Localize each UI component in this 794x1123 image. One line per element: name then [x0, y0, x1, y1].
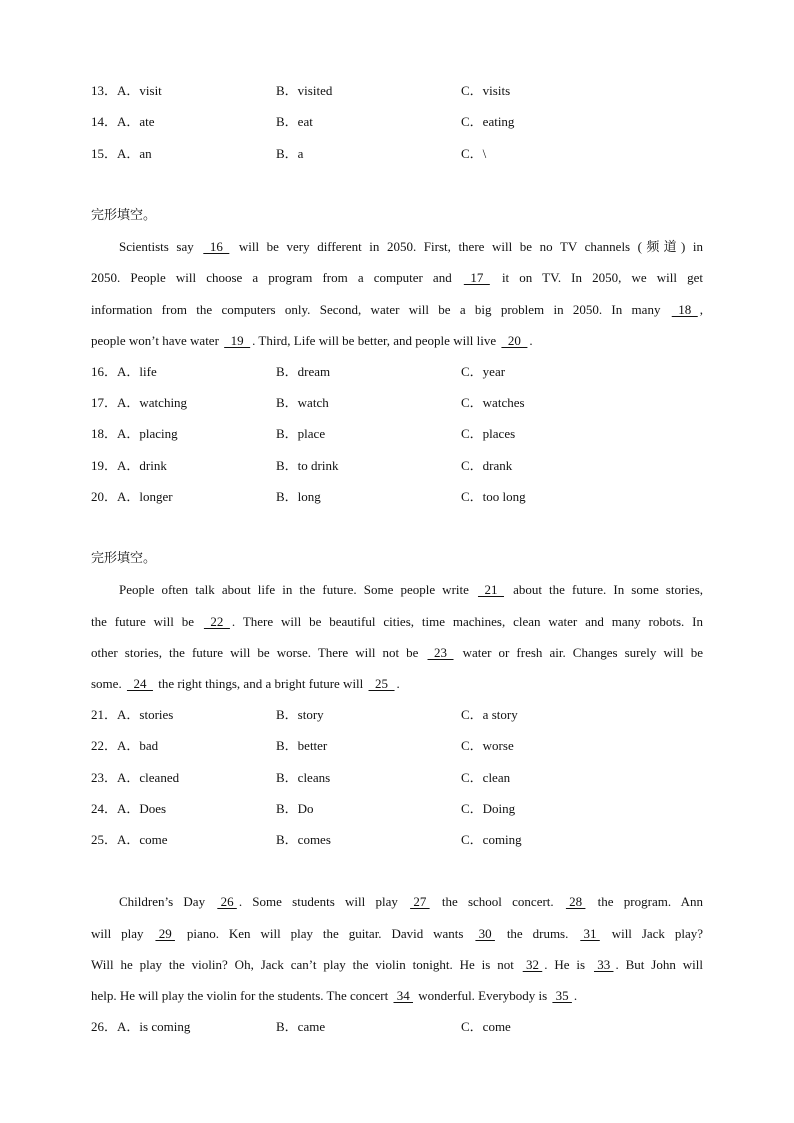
- option-c: C．drank: [461, 458, 513, 473]
- passage-line: help. He will play the violin for the students. The concert 34 wonderful. Everybody is 35 .: [91, 986, 703, 1006]
- blank-32: 32: [522, 957, 543, 972]
- question-21: [91, 705, 711, 725]
- option-b: B．comes: [276, 832, 331, 847]
- blank-24: 24: [126, 676, 153, 691]
- option-b: B．dream: [276, 364, 331, 379]
- option-a: 25．A．come: [91, 832, 168, 847]
- option-b: B．cleans: [276, 770, 331, 785]
- blank-30: 30: [475, 926, 495, 941]
- blank-28: 28: [565, 894, 586, 909]
- option-a: 17．A．watching: [91, 395, 188, 410]
- section-heading: 完形填空。: [91, 551, 157, 566]
- option-a: 16．A．life: [91, 364, 157, 379]
- blank-21: 21: [477, 582, 504, 597]
- passage-line: information from the computers only. Second, water will be a big problem in 2050. In many 18 ,: [91, 300, 703, 320]
- question-13: [91, 81, 711, 101]
- passage-line: some. 24 the right things, and a bright future will 25 .: [91, 674, 703, 694]
- option-b: B．eat: [276, 114, 313, 129]
- option-b: B．came: [276, 1019, 326, 1034]
- option-a: 13．A．visit: [91, 83, 162, 98]
- option-a: 21．A．stories: [91, 707, 174, 722]
- passage-line: Children’s Day 26 . Some students will play 27 the school concert. 28 the program. Ann: [91, 892, 703, 912]
- option-b: B．visited: [276, 83, 333, 98]
- option-a: 23．A．cleaned: [91, 770, 180, 785]
- blank-25: 25: [368, 676, 395, 691]
- blank-23: 23: [427, 645, 454, 660]
- blank-16: 16: [203, 239, 230, 254]
- option-c: C．worse: [461, 738, 514, 753]
- option-a: 22．A．bad: [91, 738, 159, 753]
- option-b: B．watch: [276, 395, 329, 410]
- option-c: C．eating: [461, 114, 515, 129]
- question-19: [91, 456, 711, 476]
- option-c: C．a story: [461, 707, 518, 722]
- option-c: C．coming: [461, 832, 522, 847]
- option-c: C．visits: [461, 83, 511, 98]
- blank-27: 27: [410, 894, 430, 909]
- option-c: C．watches: [461, 395, 525, 410]
- question-26: [91, 1017, 711, 1037]
- passage-line: 2050. People will choose a program from a computer and 17 it on TV. In 2050, we will get: [91, 268, 703, 288]
- question-18: [91, 424, 711, 444]
- passage-line: people won’t have water 19 . Third, Life will be better, and people will live 20 .: [91, 331, 703, 351]
- blank-18: 18: [671, 302, 698, 317]
- blank-31: 31: [580, 926, 600, 941]
- question-20: [91, 487, 711, 507]
- blank-20: 20: [501, 333, 528, 348]
- blank-29: 29: [155, 926, 175, 941]
- passage-line: People often talk about life in the future. Some people write 21 about the future. In some stories,: [91, 580, 703, 600]
- option-a: 19．A．drink: [91, 458, 167, 473]
- option-b: B．story: [276, 707, 324, 722]
- section-heading: 完形填空。: [91, 208, 157, 223]
- passage-line: Scientists say 16 will be very different in 2050. First, there will be no TV channels (频道) in: [91, 237, 703, 257]
- option-c: C．too long: [461, 489, 526, 504]
- option-c: C．year: [461, 364, 506, 379]
- option-c: C．come: [461, 1019, 511, 1034]
- blank-33: 33: [593, 957, 614, 972]
- question-15: [91, 144, 711, 164]
- blank-26: 26: [217, 894, 237, 909]
- option-c: C．clean: [461, 770, 511, 785]
- option-b: B．Do: [276, 801, 314, 816]
- blank-34: 34: [393, 988, 413, 1003]
- option-a: 14．A．ate: [91, 114, 155, 129]
- question-22: [91, 736, 711, 756]
- blank-17: 17: [463, 270, 490, 285]
- option-b: B．long: [276, 489, 321, 504]
- option-c: C．Doing: [461, 801, 516, 816]
- option-a: 15．A．an: [91, 146, 152, 161]
- passage-line: other stories, the future will be worse. There will not be 23 water or fresh air. Changes surely will be: [91, 643, 703, 663]
- blank-19: 19: [224, 333, 251, 348]
- option-b: B．a: [276, 146, 304, 161]
- option-c: C．\: [461, 146, 487, 161]
- blank-22: 22: [203, 614, 230, 629]
- option-b: B．to drink: [276, 458, 339, 473]
- question-16: [91, 362, 711, 382]
- blank-35: 35: [552, 988, 572, 1003]
- question-25: [91, 830, 711, 850]
- option-c: C．places: [461, 426, 516, 441]
- passage-line: the future will be 22 . There will be beautiful cities, time machines, clean water and many robots. In: [91, 612, 703, 632]
- option-a: 20．A．longer: [91, 489, 173, 504]
- option-b: B．better: [276, 738, 328, 753]
- option-b: B．place: [276, 426, 326, 441]
- option-a: 26．A．is coming: [91, 1019, 191, 1034]
- option-a: 18．A．placing: [91, 426, 178, 441]
- passage-line: Will he play the violin? Oh, Jack can’t play the violin tonight. He is not 32 . He is 33 . But John will: [91, 955, 703, 975]
- question-23: [91, 768, 711, 788]
- question-24: [91, 799, 711, 819]
- option-a: 24．A．Does: [91, 801, 167, 816]
- question-14: [91, 112, 711, 132]
- question-17: [91, 393, 711, 413]
- passage-line: will play 29 piano. Ken will play the guitar. David wants 30 the drums. 31 will Jack play?: [91, 924, 703, 944]
